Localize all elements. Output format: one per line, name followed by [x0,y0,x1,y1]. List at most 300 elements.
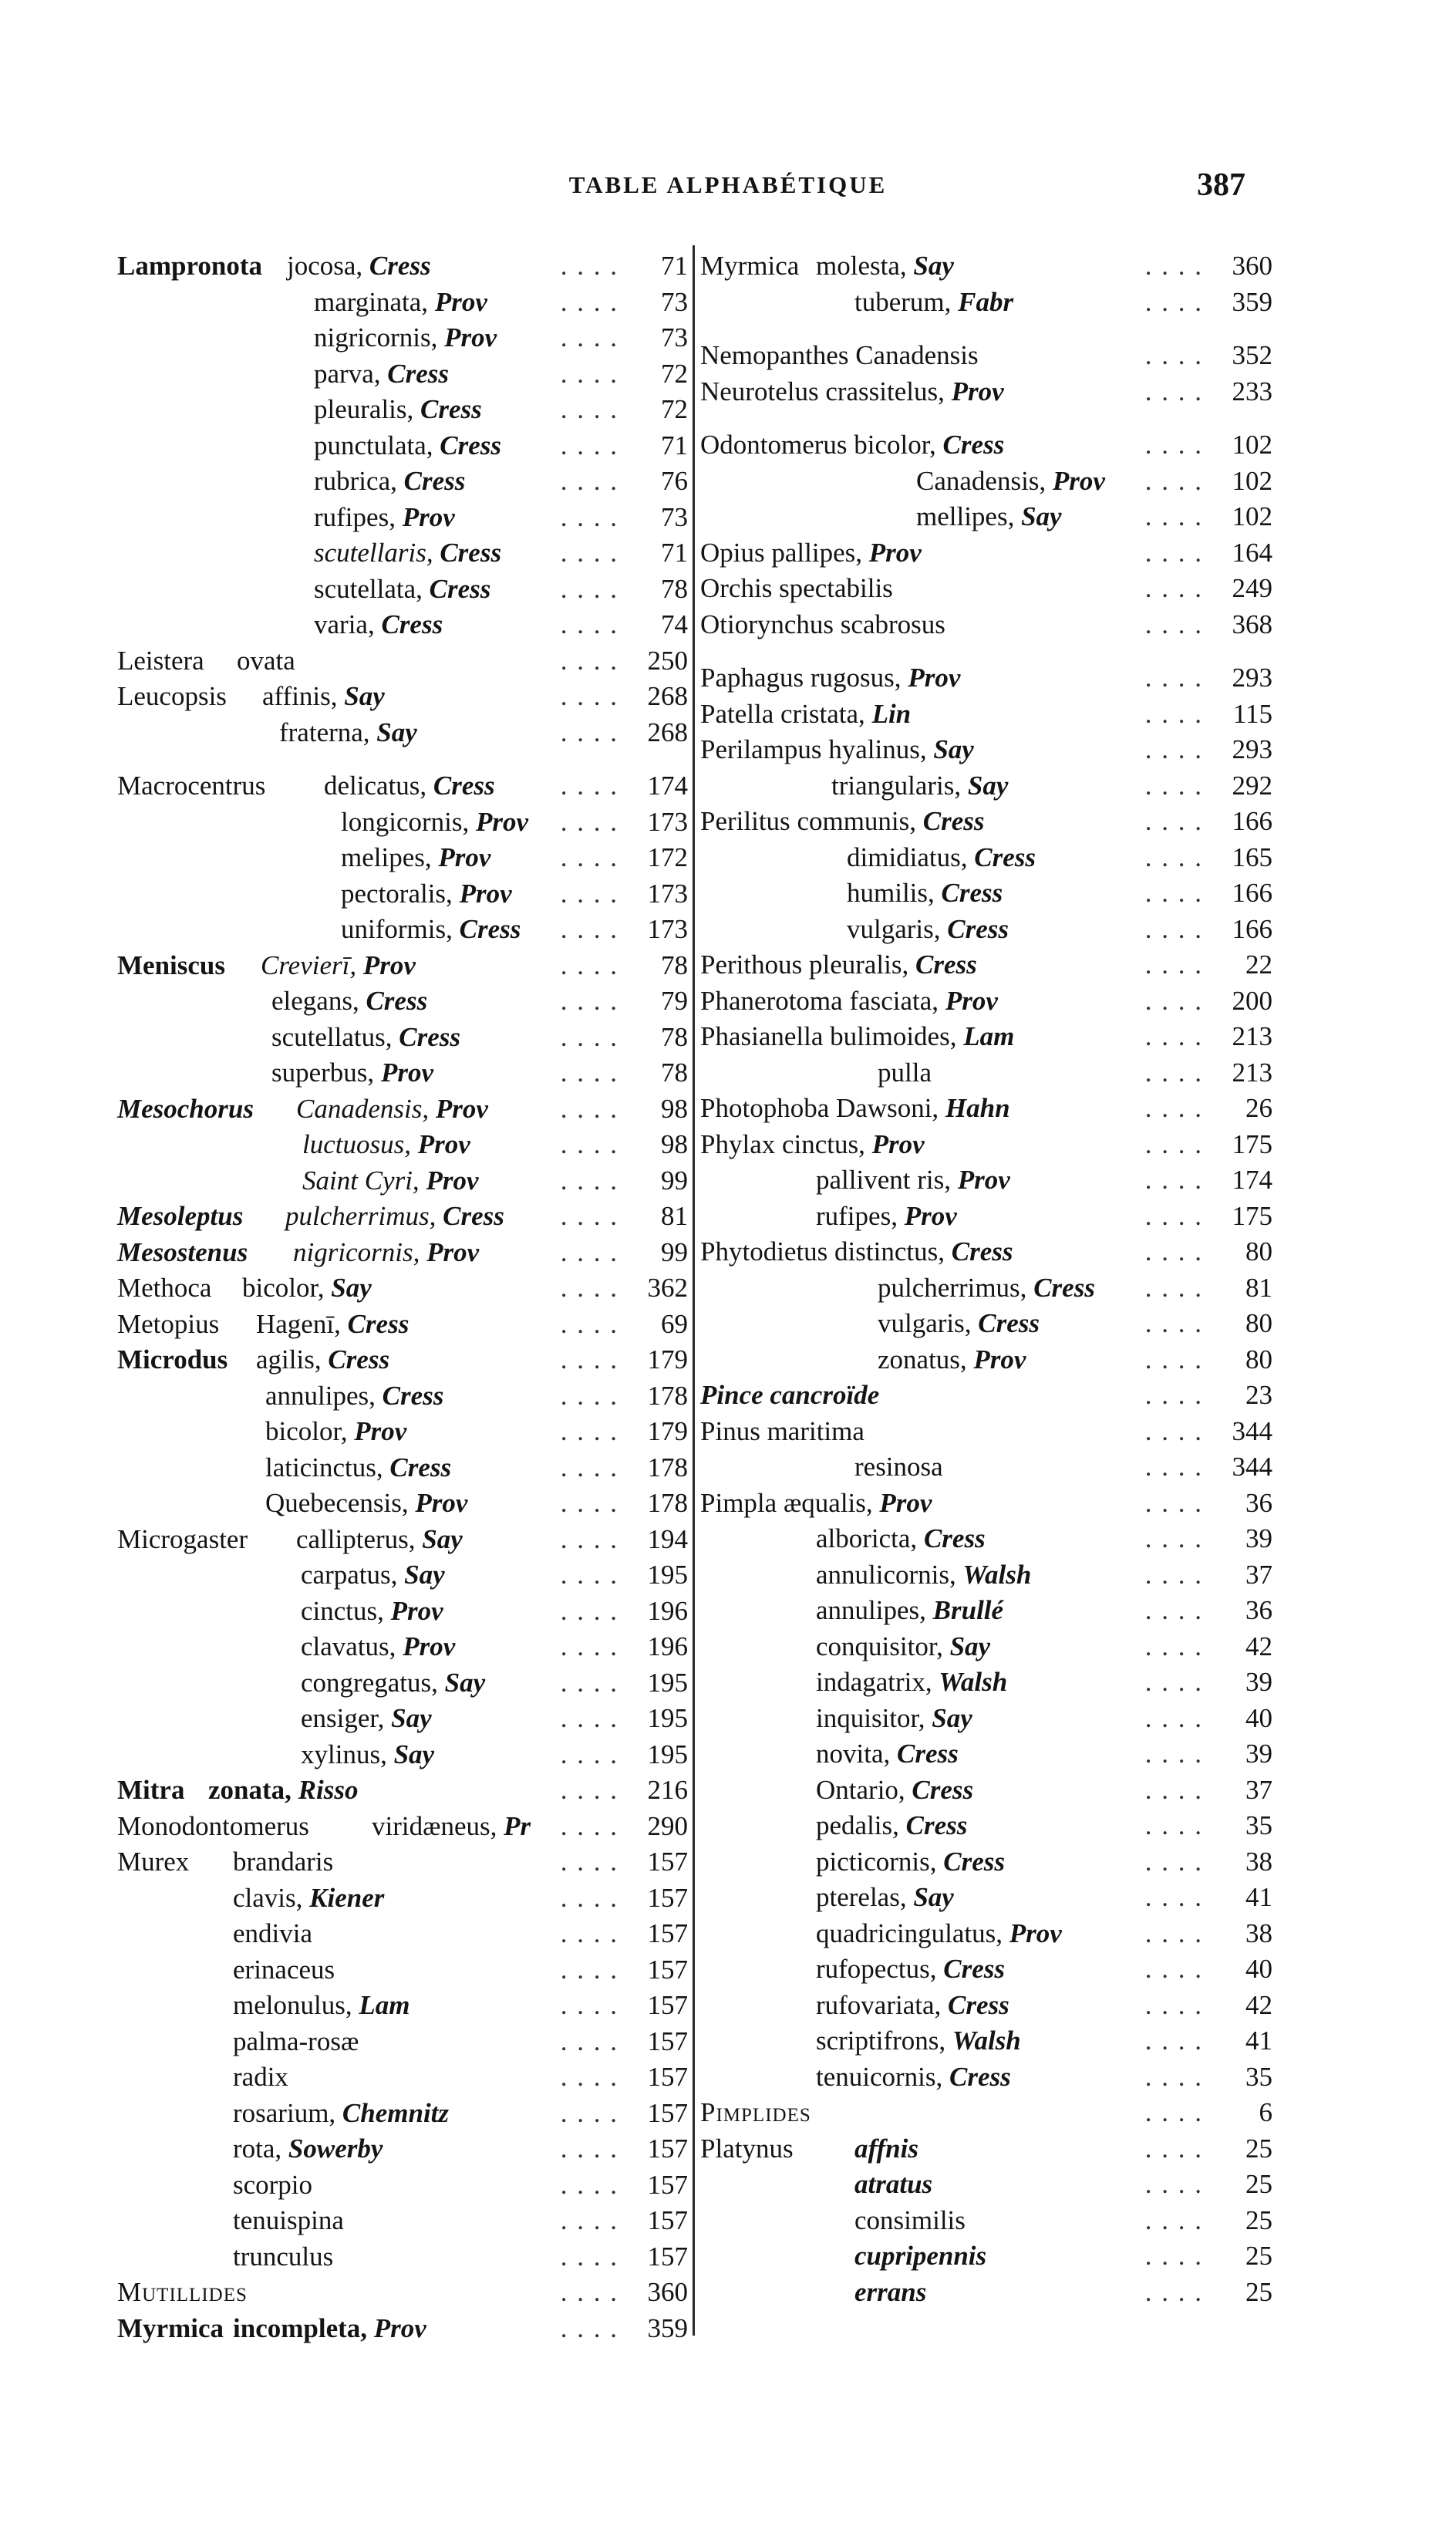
species-block [341,876,512,912]
species-name: marginata, [314,286,429,317]
species-block [341,840,490,876]
dot-leader: . . . . [560,2241,618,2272]
author-name: Prov [444,322,497,352]
species-name: distinctus, [834,1236,945,1267]
dot-leader: . . . . [560,2026,618,2056]
species-block [265,1450,451,1486]
index-entry [700,1486,1272,1522]
page-reference: 36 [1245,1487,1272,1518]
dot-leader: . . . . [1144,1523,1203,1553]
species-block [314,500,455,536]
author-name: Say [932,1702,972,1733]
index-entry [117,428,688,464]
page-reference: 37 [1245,1774,1272,1805]
index-entry [117,2024,688,2060]
species-name: nigricornis, [314,322,438,352]
author-name: Say [1021,501,1062,531]
species-name: incompleta, [233,2312,368,2343]
author-name: Cress [399,1021,460,1052]
species-name: dimidiatus, [847,842,968,872]
index-entry [117,768,688,805]
species-block [233,2203,344,2239]
index-entry [700,1880,1272,1916]
species-block [262,679,385,715]
species-name: conquisitor, [816,1631,943,1661]
species-name: crassitelus, [825,376,945,406]
page-reference: 41 [1245,1882,1272,1912]
entry-name [700,697,911,733]
species-name: rufopectus, [816,1954,937,1984]
species-name: tenuicornis, [816,2061,943,2092]
dot-leader: . . . . [1144,913,1203,944]
species-block [296,1091,488,1128]
dot-leader: . . . . [560,950,618,980]
index-entry [700,768,1272,805]
index-entry [117,679,688,715]
index-entry [117,1450,688,1486]
entry-name [700,1378,879,1414]
species-block [816,2059,1011,2096]
page-reference: 157 [647,2205,688,2235]
author-name: Cress [369,251,431,281]
species-name: scabrosus [840,609,945,639]
index-entry [700,499,1272,535]
index-entry [700,804,1272,840]
species-block [878,1270,1095,1307]
genus-name: Platynus [700,2133,794,2164]
page-title: TABLE ALPHABÉTIQUE [568,171,888,198]
author-name: Prov [459,878,512,909]
dot-leader: . . . . [1144,2204,1203,2235]
species-block [314,464,465,500]
index-entry [117,912,688,948]
genus-name: Pimpla [700,1487,777,1518]
page-reference: 178 [647,1380,688,1411]
index-entry [700,2131,1272,2167]
index-entry [117,805,688,841]
dot-leader: . . . . [1144,1631,1203,1661]
species-name: tuberum, [854,286,952,317]
index-entry [117,2239,688,2275]
author-name: Cress [1033,1272,1095,1303]
species-block [831,768,1008,805]
species-name: longicornis, [341,806,470,837]
species-name: scutellatus, [271,1021,393,1052]
index-entry [117,1881,688,1917]
index-entry [117,2059,688,2096]
page-reference: 37 [1245,1559,1272,1590]
species-name: superbus, [271,1057,375,1088]
author-name: Kiener [309,1882,385,1913]
page-reference: 292 [1232,770,1272,801]
author-name: Cress [387,358,449,389]
dot-leader: . . . . [560,986,618,1016]
entry-name [700,1486,932,1522]
species-name: pallivent ris, [816,1165,951,1195]
species-block [279,715,417,751]
page-reference: 195 [647,1560,688,1590]
dot-leader: . . . . [560,1057,618,1088]
author-name: Cress [943,1954,1005,1984]
index-entry [700,2238,1272,2275]
dot-leader: . . . . [1144,2061,1203,2092]
page-reference: 360 [1232,251,1272,281]
page-reference: 360 [647,2277,688,2307]
index-entry [700,2167,1272,2203]
dot-leader: . . . . [560,1703,618,1733]
species-block [233,1844,333,1881]
species-block [271,1055,433,1091]
index-entry [117,1270,688,1307]
dot-leader: . . . . [560,1416,618,1446]
dot-leader: . . . . [1144,1846,1203,1877]
species-block [233,2239,333,2275]
index-entry [117,1557,688,1594]
index-entry [117,1594,688,1630]
author-name: Prov [908,663,961,693]
genus-name: Mutillides [117,2277,248,2307]
dot-leader: . . . . [1144,1272,1203,1303]
page-reference: 71 [661,538,688,568]
genus-name: Mesochorus [117,1093,254,1124]
author-name: Prov [390,1595,443,1626]
species-block [816,248,954,285]
species-block [293,1235,479,1271]
species-name: rufovariata, [816,1989,942,2020]
index-entry [700,1162,1272,1199]
index-entry [700,697,1272,733]
dot-leader: . . . . [560,2134,618,2164]
index-entry [117,1378,688,1415]
species-name: indagatrix, [816,1667,932,1697]
index-column-left [117,248,688,2346]
genus-name: Meniscus [117,950,225,980]
genus-name: Otiorynchus [700,609,834,639]
dot-leader: . . . . [560,1380,618,1411]
page-reference: 196 [647,1595,688,1626]
dot-leader: . . . . [1144,878,1203,908]
author-name: Prov [904,1200,957,1231]
author-name: Say [331,1273,372,1303]
species-name: varia, [314,609,375,639]
author-name: Say [391,1703,432,1733]
index-entry [700,1988,1272,2024]
author-name: Cress [347,1308,410,1339]
index-entry [700,875,1272,912]
page-reference: 25 [1245,2133,1272,2164]
dot-leader: . . . . [560,538,618,568]
species-name: laticinctus, [265,1452,383,1483]
dot-leader: . . . . [560,806,618,837]
author-name: Prov [945,985,998,1016]
page-reference: 196 [647,1631,688,1661]
page-reference: 195 [647,1739,688,1769]
index-entry [117,1235,688,1271]
page-reference: 194 [647,1523,688,1554]
species-block [301,1594,443,1630]
page-reference: 40 [1245,1702,1272,1733]
species-name: tenuispina [233,2205,344,2235]
genus-name: Phylax [700,1128,776,1159]
dot-leader: . . . . [1144,1021,1203,1051]
page-reference: 98 [661,1129,688,1159]
index-entry [700,1808,1272,1844]
index-entry [700,285,1272,321]
genus-name: Pinus [700,1415,760,1446]
page-reference: 157 [647,2097,688,2128]
page-reference: 344 [1232,1415,1272,1446]
index-entry [700,1844,1272,1881]
index-entry [700,427,1272,464]
author-name: Cress [389,1452,452,1483]
genus-name: Leistera [117,645,204,676]
species-name: Canadensis, [916,465,1046,496]
dot-leader: . . . . [560,1595,618,1626]
dot-leader: . . . . [560,1201,618,1231]
species-block [324,768,495,805]
index-entry [700,1306,1272,1342]
species-block [314,428,501,464]
dot-leader: . . . . [560,501,618,532]
genus-name: Pimplides [700,2097,811,2127]
species-name: bicolor, [854,430,936,460]
species-block [314,572,490,608]
species-name: picticornis, [816,1846,937,1877]
species-name: cinctus, [301,1595,384,1626]
species-block [854,1449,943,1486]
species-block [341,912,521,948]
species-name: Quebecensis, [265,1488,409,1518]
species-block [233,1881,384,1917]
species-block [271,1020,460,1056]
species-block [233,2024,359,2060]
entry-name [700,1414,865,1450]
dot-leader: . . . . [560,1990,618,2020]
dot-leader: . . . . [560,1523,618,1554]
page-reference: 157 [647,2241,688,2272]
index-entry [700,1665,1272,1701]
species-name: melipes, [341,842,432,872]
page-reference: 78 [661,950,688,980]
author-name: Walsh [962,1559,1032,1590]
dot-leader: . . . . [560,914,618,944]
page-reference: 72 [661,394,688,424]
species-name: viridæneus, [372,1810,497,1841]
index-entry [700,374,1272,410]
page-reference: 157 [647,1954,688,1985]
entry-name [700,1091,1010,1127]
dot-leader: . . . . [1144,1702,1203,1733]
author-name: Prov [415,1488,468,1518]
dot-leader: . . . . [560,1488,618,1518]
author-name: Cress [949,2061,1011,2092]
species-block [271,983,427,1020]
index-entry [700,2095,1272,2131]
species-name: scorpio [233,2169,313,2200]
page-reference: 80 [1245,1308,1272,1338]
index-entry [700,2059,1272,2096]
index-entry [700,912,1272,948]
species-name: rosarium, [233,2097,336,2128]
species-name: scutellaris, [314,538,433,568]
dot-leader: . . . . [1144,734,1203,764]
index-entry [117,2311,688,2347]
index-entry [700,338,1272,374]
species-block [256,1307,409,1343]
genus-name: Neurotelus [700,376,819,406]
page-reference: 99 [661,1236,688,1267]
species-name: ovata [237,645,295,676]
page-reference: 213 [1232,1057,1272,1088]
page-reference: 359 [1232,286,1272,317]
species-name: rugosus, [810,663,902,693]
dot-leader: . . . . [1144,698,1203,729]
species-name: quadricingulatus, [816,1918,1003,1948]
page-reference: 36 [1245,1595,1272,1625]
genus-name: Mitra [117,1775,185,1805]
species-block [233,2096,449,2132]
page-reference: 157 [647,2026,688,2056]
dot-leader: . . . . [1144,985,1203,1016]
species-block [372,1809,531,1845]
genus-name: Leucopsis [117,681,227,711]
species-name: bulimoides, [830,1021,957,1051]
author-name: Say [422,1523,463,1554]
page-reference: 71 [661,251,688,281]
entry-name [700,571,893,607]
dot-leader: . . . . [1144,1559,1203,1590]
index-entry [700,1234,1272,1270]
species-block [233,2311,426,2347]
author-name: Cress [948,1989,1009,2020]
page-reference: 157 [647,1882,688,1913]
species-block [854,2238,986,2275]
entry-name [700,947,977,983]
dot-leader: . . . . [560,1631,618,1661]
dot-leader: . . . . [560,2062,618,2092]
dot-leader: . . . . [560,573,618,604]
dot-leader: . . . . [560,645,618,676]
entry-name [700,2095,811,2131]
species-block [916,464,1105,500]
species-block [816,1162,1010,1199]
index-entry [700,607,1272,643]
dot-leader: . . . . [1144,1093,1203,1123]
dot-leader: . . . . [560,2205,618,2235]
dot-leader: . . . . [560,1810,618,1841]
index-entry [700,1378,1272,1414]
page-reference: 73 [661,322,688,352]
species-block [816,1916,1062,1952]
species-name: consimilis [854,2204,966,2235]
index-entry [117,2096,688,2132]
genus-name: Phanerotoma [700,985,843,1016]
dot-leader: . . . . [560,358,618,389]
dot-leader: . . . . [560,286,618,317]
species-block [854,2131,918,2167]
index-entry [700,1701,1272,1737]
species-name: parva, [314,358,381,389]
page-reference: 42 [1245,1631,1272,1661]
species-block [265,1414,406,1450]
author-name: Prov [475,806,529,837]
index-entry [117,948,688,984]
dot-leader: . . . . [560,1344,618,1375]
index-entry [700,1521,1272,1557]
species-block [287,248,431,285]
species-block [854,2167,932,2203]
species-block [878,1306,1040,1342]
page-reference: 42 [1245,1989,1272,2020]
page-reference: 23 [1245,1380,1272,1410]
species-block [233,1916,312,1952]
entry-name [700,804,985,840]
dot-leader: . . . . [1144,2026,1203,2056]
species-block [816,1199,957,1235]
species-name: delicatus, [324,771,427,801]
genus-name: Metopius [117,1308,220,1339]
author-name: Say [913,251,954,281]
page-reference: 175 [1232,1200,1272,1231]
index-entry [700,1199,1272,1235]
page-reference: 81 [1245,1272,1272,1303]
species-name: annulicornis, [816,1559,956,1590]
page-reference: 165 [1232,842,1272,872]
species-block [878,1055,932,1091]
author-name: Say [404,1560,445,1590]
author-name: Cress [941,878,1003,908]
species-block [816,1880,954,1916]
page-reference: 174 [647,771,688,801]
page-reference: 213 [1232,1021,1272,1051]
genus-name: Monodontomerus [117,1810,309,1841]
index-entry [117,1342,688,1378]
author-name: Risso [298,1775,359,1805]
page-reference: 173 [647,806,688,837]
author-name: Prov [426,1236,480,1267]
page-reference: 25 [1245,2276,1272,2307]
species-name: zonata, [208,1775,292,1805]
dot-leader: . . . . [1144,1128,1203,1159]
species-block [847,840,1036,876]
page-reference: 290 [647,1810,688,1841]
page-reference: 102 [1232,430,1272,460]
author-name: Prov [435,1093,488,1124]
index-entry [700,248,1272,285]
author-name: Sowerby [288,2134,383,2164]
species-name: annulipes, [816,1595,926,1625]
species-block [314,356,449,393]
dot-leader: . . . . [1144,770,1203,801]
species-name: cupripennis [854,2241,987,2271]
dot-leader: . . . . [1144,1667,1203,1697]
dot-leader: . . . . [560,1954,618,1985]
species-name: triangularis, [831,770,962,801]
dot-leader: . . . . [1144,2169,1203,2199]
species-name: alboricta, [816,1523,918,1553]
genus-name: Paphagus [700,663,804,693]
dot-leader: . . . . [560,2097,618,2128]
index-entry [117,285,688,321]
page-number: 387 [1197,167,1245,203]
species-block [816,1593,1003,1629]
entry-name [700,1234,1013,1270]
author-name: Lam [359,1990,410,2020]
genus-name: Myrmica [700,251,800,281]
species-block [302,1127,470,1163]
page-reference: 73 [661,501,688,532]
page-reference: 98 [661,1093,688,1124]
